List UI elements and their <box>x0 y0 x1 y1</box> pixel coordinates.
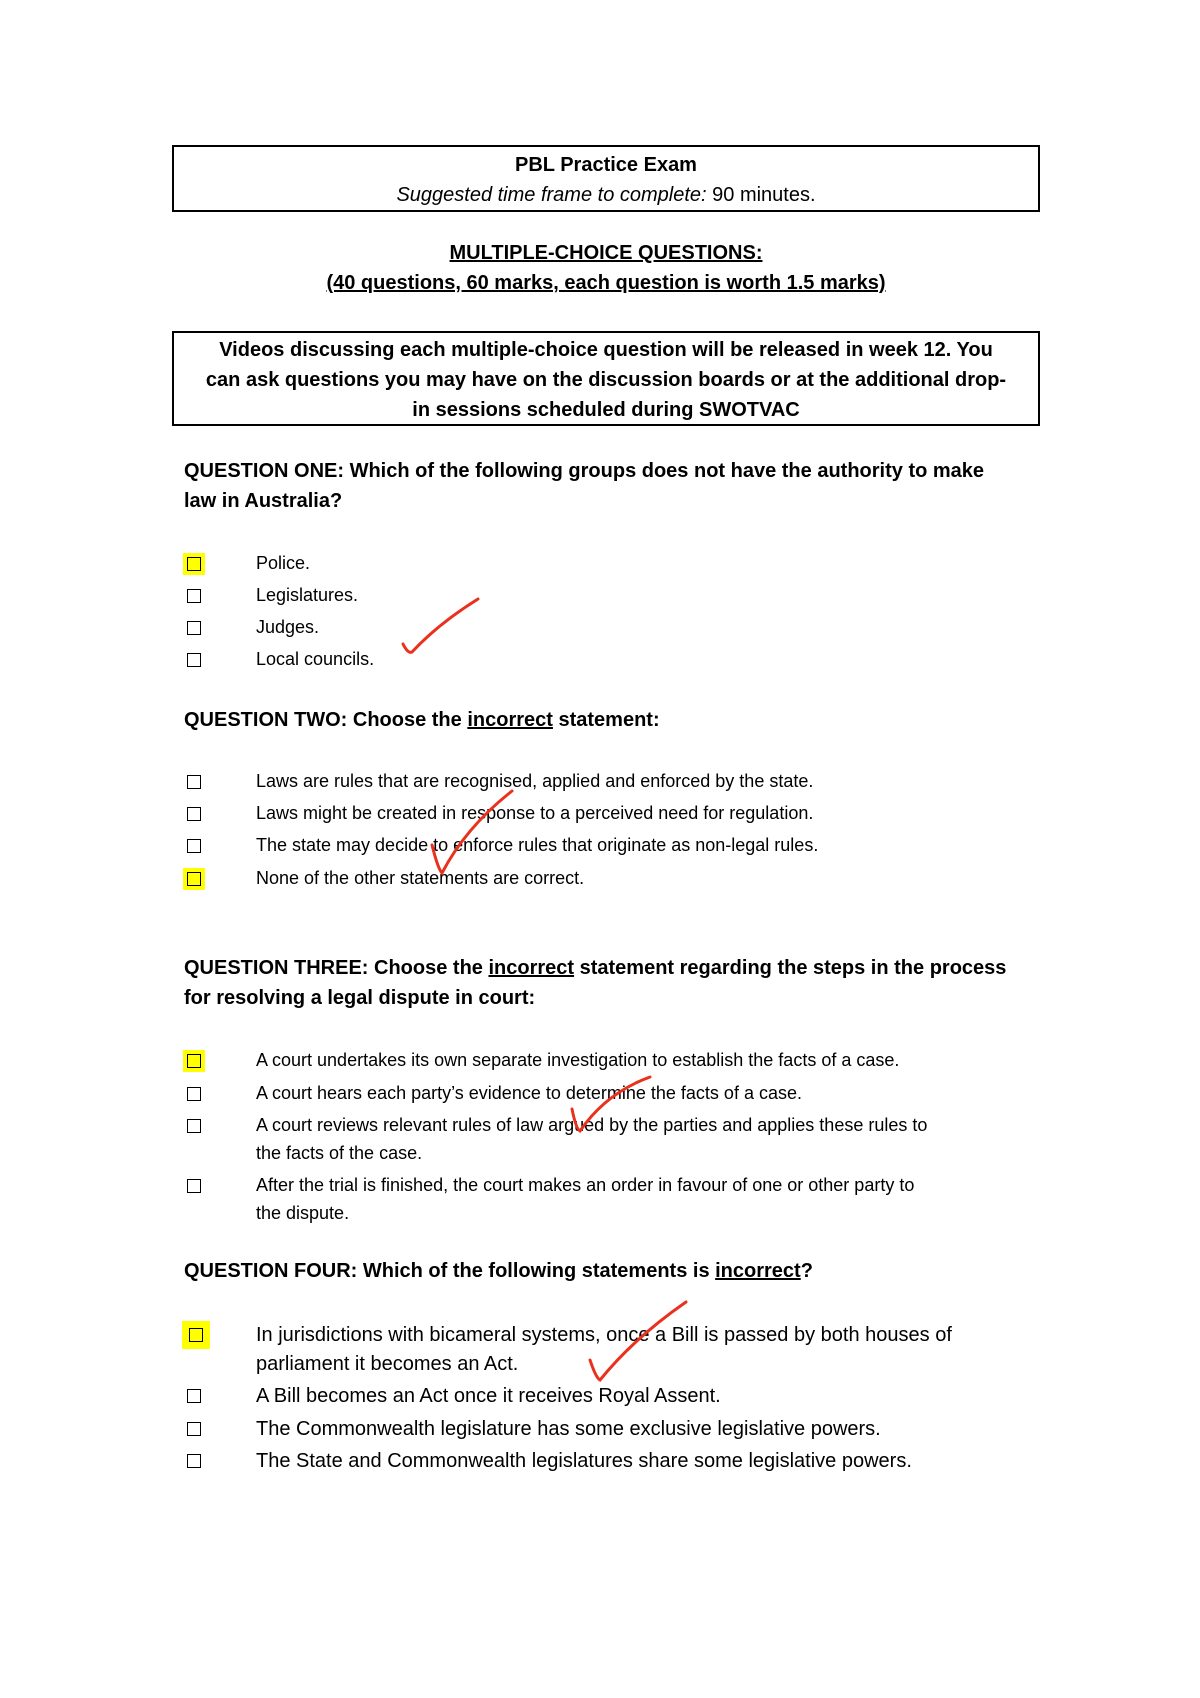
question-three-line-2: for resolving a legal dispute in court: <box>184 987 536 1009</box>
question-two-suffix: statement: <box>552 709 660 731</box>
question-one-prompt <box>184 456 1044 516</box>
q1-option-b-label: Legislatures. <box>256 585 359 605</box>
checkbox-icon[interactable] <box>184 836 204 856</box>
checkmark-icon <box>568 1073 654 1135</box>
title-box <box>172 145 1040 212</box>
subtitle-rest: 90 minutes. <box>706 184 816 206</box>
q3-option-d-label: After the trial is finished, the court makes an order in favour of one or other party to <box>256 1175 915 1195</box>
q1-option-a-label: Police. <box>256 553 311 573</box>
checkbox-icon[interactable] <box>184 804 204 824</box>
question-two-prefix: QUESTION TWO: Choose the <box>184 709 468 731</box>
notice-line-1: Videos discussing each multiple-choice question will be released in week 12. You <box>219 339 993 361</box>
q4-option-d-label: The State and Commonwealth legislatures share some legislative powers. <box>256 1450 912 1472</box>
q1-option-c-label: Judges. <box>256 617 320 637</box>
question-two-prompt <box>184 705 1044 735</box>
question-two-underlined: incorrect <box>467 709 553 731</box>
checkbox-icon[interactable] <box>184 1419 204 1439</box>
checkbox-icon[interactable] <box>184 618 204 638</box>
checkmark-icon <box>584 1298 690 1384</box>
checkbox-icon[interactable] <box>184 772 204 792</box>
checkbox-icon[interactable] <box>182 1321 210 1349</box>
question-one-line-2: law in Australia? <box>184 490 343 512</box>
subtitle-italic: Suggested time frame to complete: <box>396 184 707 206</box>
q4-option-a-label: In jurisdictions with bicameral systems, once a Bill is passed by both houses of <box>256 1324 952 1346</box>
q3-option-b-label: A court hears each party’s evidence to determine the facts of a case. <box>256 1083 802 1103</box>
checkbox-icon[interactable] <box>184 586 204 606</box>
q1-option-d-label: Local councils. <box>256 649 375 669</box>
q4-option-a-label-continued: parliament it becomes an Act. <box>256 1353 519 1375</box>
checkbox-icon[interactable] <box>184 1084 204 1104</box>
question-three-underlined: incorrect <box>488 957 575 979</box>
q2-option-d-label: None of the other statements are correct. <box>256 868 585 888</box>
checkbox-icon[interactable] <box>183 553 205 575</box>
q2-option-b-label: Laws might be created in response to a perceived need for regulation. <box>256 803 814 823</box>
checkbox-icon[interactable] <box>184 1386 204 1406</box>
checkbox-icon[interactable] <box>184 1451 204 1471</box>
notice-box <box>172 331 1040 426</box>
q3-option-c-label: A court reviews relevant rules of law argued by the parties and applies these rules to <box>256 1115 928 1135</box>
q2-option-c-label: The state may decide to enforce rules that originate as non-legal rules. <box>256 835 819 855</box>
question-three-prefix: QUESTION THREE: Choose the <box>184 957 489 979</box>
question-four-underlined: incorrect <box>715 1260 801 1282</box>
checkbox-icon[interactable] <box>184 1176 204 1196</box>
checkbox-icon[interactable] <box>184 650 204 670</box>
q4-option-c-label: The Commonwealth legislature has some exclusive legislative powers. <box>256 1418 881 1440</box>
question-one-line-1: QUESTION ONE: Which of the following groups does not have the authority to make <box>184 460 985 482</box>
question-four-prefix: QUESTION FOUR: Which of the following statements is <box>184 1260 716 1282</box>
question-three-suffix: statement regarding the steps in the process <box>574 957 1007 979</box>
q3-option-d-label-continued: the dispute. <box>256 1203 350 1223</box>
question-four-prompt <box>184 1256 1044 1286</box>
q3-option-c-label-continued: the facts of the case. <box>256 1143 423 1163</box>
q4-option-b-label: A Bill becomes an Act once it receives Royal Assent. <box>256 1385 721 1407</box>
section-subheading: (40 questions, 60 marks, each question is worth 1.5 marks) <box>326 272 886 294</box>
checkmark-icon <box>426 787 516 877</box>
checkmark-icon <box>398 594 484 658</box>
checkbox-icon[interactable] <box>183 1050 205 1072</box>
q3-option-a-label: A court undertakes its own separate investigation to establish the facts of a case. <box>256 1050 900 1070</box>
notice-line-2: can ask questions you may have on the discussion boards or at the additional drop- <box>205 369 1007 391</box>
checkbox-icon[interactable] <box>184 1116 204 1136</box>
question-four-suffix: ? <box>800 1260 813 1282</box>
checkbox-icon[interactable] <box>183 868 205 890</box>
q2-option-a-label: Laws are rules that are recognised, applied and enforced by the state. <box>256 771 814 791</box>
question-three-line-1 <box>184 953 1044 983</box>
exam-title: PBL Practice Exam <box>515 154 697 176</box>
section-heading: MULTIPLE-CHOICE QUESTIONS: <box>449 242 763 264</box>
exam-subtitle <box>174 180 1038 210</box>
question-three-prompt <box>184 953 1044 1013</box>
notice-line-3: in sessions scheduled during SWOTVAC <box>412 399 800 421</box>
